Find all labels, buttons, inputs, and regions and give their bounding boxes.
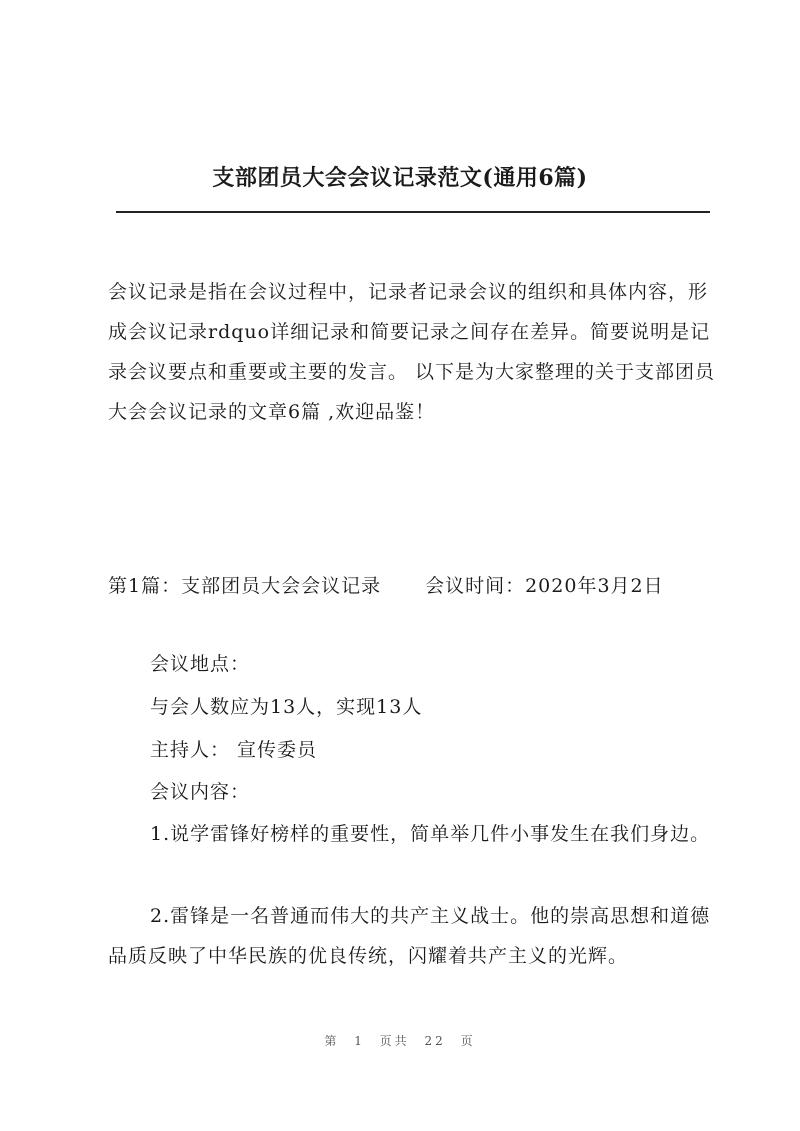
section-heading [108,566,716,606]
meeting-location: 会议地点： [150,653,251,675]
content-item-1: 1.说学雷锋好榜样的重要性，简单举几件小事发生在我们身边。 [150,823,711,845]
meeting-content-label: 会议内容： [150,781,251,803]
section-title: 第1篇：支部团员大会会议记录 [108,575,382,597]
meeting-time: 会议时间：2020年3月2日 [425,575,664,597]
footer-label-pre: 第 [324,1034,340,1048]
meeting-attendance: 与会人数应为13人，实现13人 [150,696,423,718]
footer-label-post: 页 [460,1034,476,1048]
title-divider [116,211,710,213]
page-footer [0,1032,800,1049]
meeting-host: 主持人： 宣传委员 [150,739,318,761]
intro-paragraph: 会议记录是指在会议过程中，记录者记录会议的组织和具体内容，形成会议记录rdquo详细记录和简要记录之间存在差异。简要说明是记录会议要点和重要或主要的发言。 以下是为大家整理的关于支部团员大会会议记录的文章6篇 ,欢迎品鉴！ [108,281,716,423]
total-page-count: 22 [424,1034,446,1048]
current-page-number: 1 [354,1034,365,1048]
footer-label-mid: 页共 [379,1034,410,1048]
document-title: 支部团员大会会议记录范文(通用6篇) [212,165,588,191]
content-item-2: 2.雷锋是一名普通而伟大的共产主义战士。他的崇高思想和道德品质反映了中华民族的优良传统，闪耀着共产主义的光辉。 [108,905,711,967]
